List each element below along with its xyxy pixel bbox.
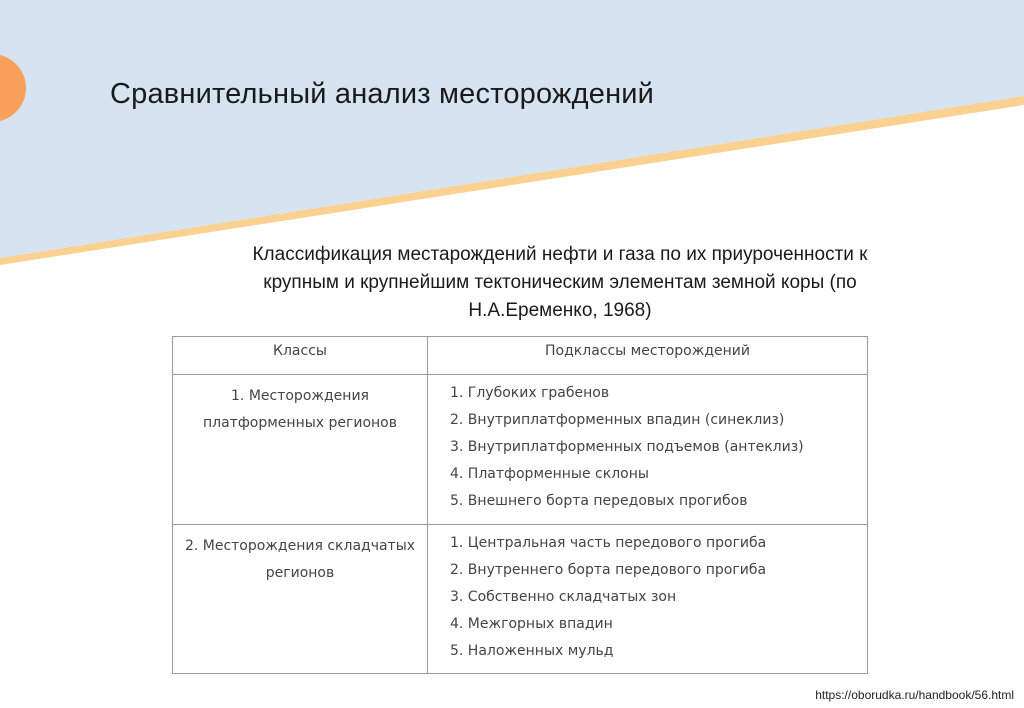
header-band	[0, 0, 1024, 258]
caption-line: Классификация местарождений нефти и газа по их приуроченности к	[252, 244, 868, 265]
subclass-item: 2. Внутреннего борта передового прогиба	[450, 562, 767, 578]
subclass-item: 5. Наложенных мульд	[450, 643, 614, 659]
column-header-classes: Классы	[173, 337, 428, 375]
table-row	[173, 375, 868, 525]
subclass-item: 2. Внутриплатформенных впадин (синеклиз)	[450, 412, 785, 428]
column-header-subclasses: Подклассы месторождений	[428, 337, 868, 375]
subclass-item: 4. Межгорных впадин	[450, 616, 613, 632]
class-cell	[173, 375, 428, 525]
class-label-line: 2. Месторождения складчатых	[184, 538, 416, 554]
subclass-item: 4. Платформенные склоны	[450, 466, 649, 482]
class-label-line: платформенных регионов	[202, 415, 398, 431]
subclass-cell	[428, 525, 868, 674]
table-caption	[190, 241, 930, 325]
subclass-item: 3. Внутриплатформенных подъемов (антеклиз)	[450, 439, 804, 455]
classification-table	[172, 336, 868, 674]
slide-title: Сравнительный анализ месторождений	[110, 78, 655, 110]
source-link[interactable]: https://oborudka.ru/handbook/56.html	[815, 688, 1014, 702]
class-label-line: регионов	[265, 565, 335, 581]
subclass-cell	[428, 375, 868, 525]
table-header-row	[173, 337, 868, 375]
table-row	[173, 525, 868, 674]
caption-line: крупным и крупнейшим тектоническим элементам земной коры (по	[263, 272, 857, 293]
subclass-item: 3. Собственно складчатых зон	[450, 589, 677, 605]
subclass-item: 5. Внешнего борта передовых прогибов	[450, 493, 748, 509]
class-cell	[173, 525, 428, 674]
class-label-line: 1. Месторождения	[231, 388, 369, 404]
caption-line: Н.А.Еременко, 1968)	[468, 300, 652, 321]
subclass-item: 1. Глубоких грабенов	[450, 385, 610, 401]
subclass-item: 1. Центральная часть передового прогиба	[450, 535, 767, 551]
